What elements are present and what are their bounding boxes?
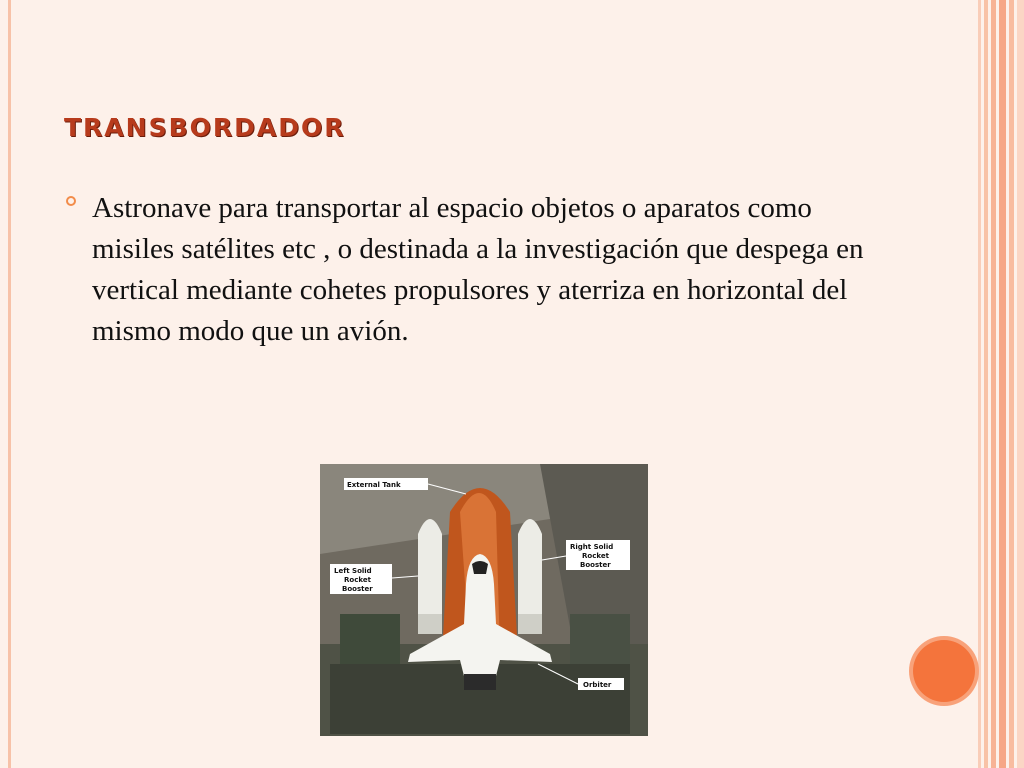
decorative-stripe [978, 0, 981, 768]
label-left-booster-1: Left Solid [334, 567, 372, 575]
decorative-stripe [991, 0, 996, 768]
bullet-text: Astronave para transportar al espacio objetos o aparatos como misiles satélites etc , o destinada a la investigación que despega en vertical mediante cohetes propulsores y aterriza en horizontal del mismo modo que un avión. [92, 192, 864, 347]
label-left-booster-3: Booster [342, 585, 373, 593]
orange-circle-decoration [913, 640, 975, 702]
label-external-tank: External Tank [347, 481, 401, 489]
decorative-stripe [1009, 0, 1014, 768]
label-right-booster-3: Booster [580, 561, 611, 569]
decorative-stripe [984, 0, 988, 768]
space-shuttle-image [320, 464, 648, 736]
slide-title: transbordador [64, 104, 346, 145]
left-frame-line [8, 0, 11, 768]
label-left-booster-2: Rocket [344, 576, 371, 584]
decorative-stripe [1017, 0, 1024, 768]
label-orbiter: Orbiter [583, 681, 612, 689]
decorative-stripe [999, 0, 1006, 768]
bullet-circle-icon [66, 196, 76, 206]
label-right-booster-1: Right Solid [570, 543, 614, 551]
label-right-booster-2: Rocket [582, 552, 609, 560]
